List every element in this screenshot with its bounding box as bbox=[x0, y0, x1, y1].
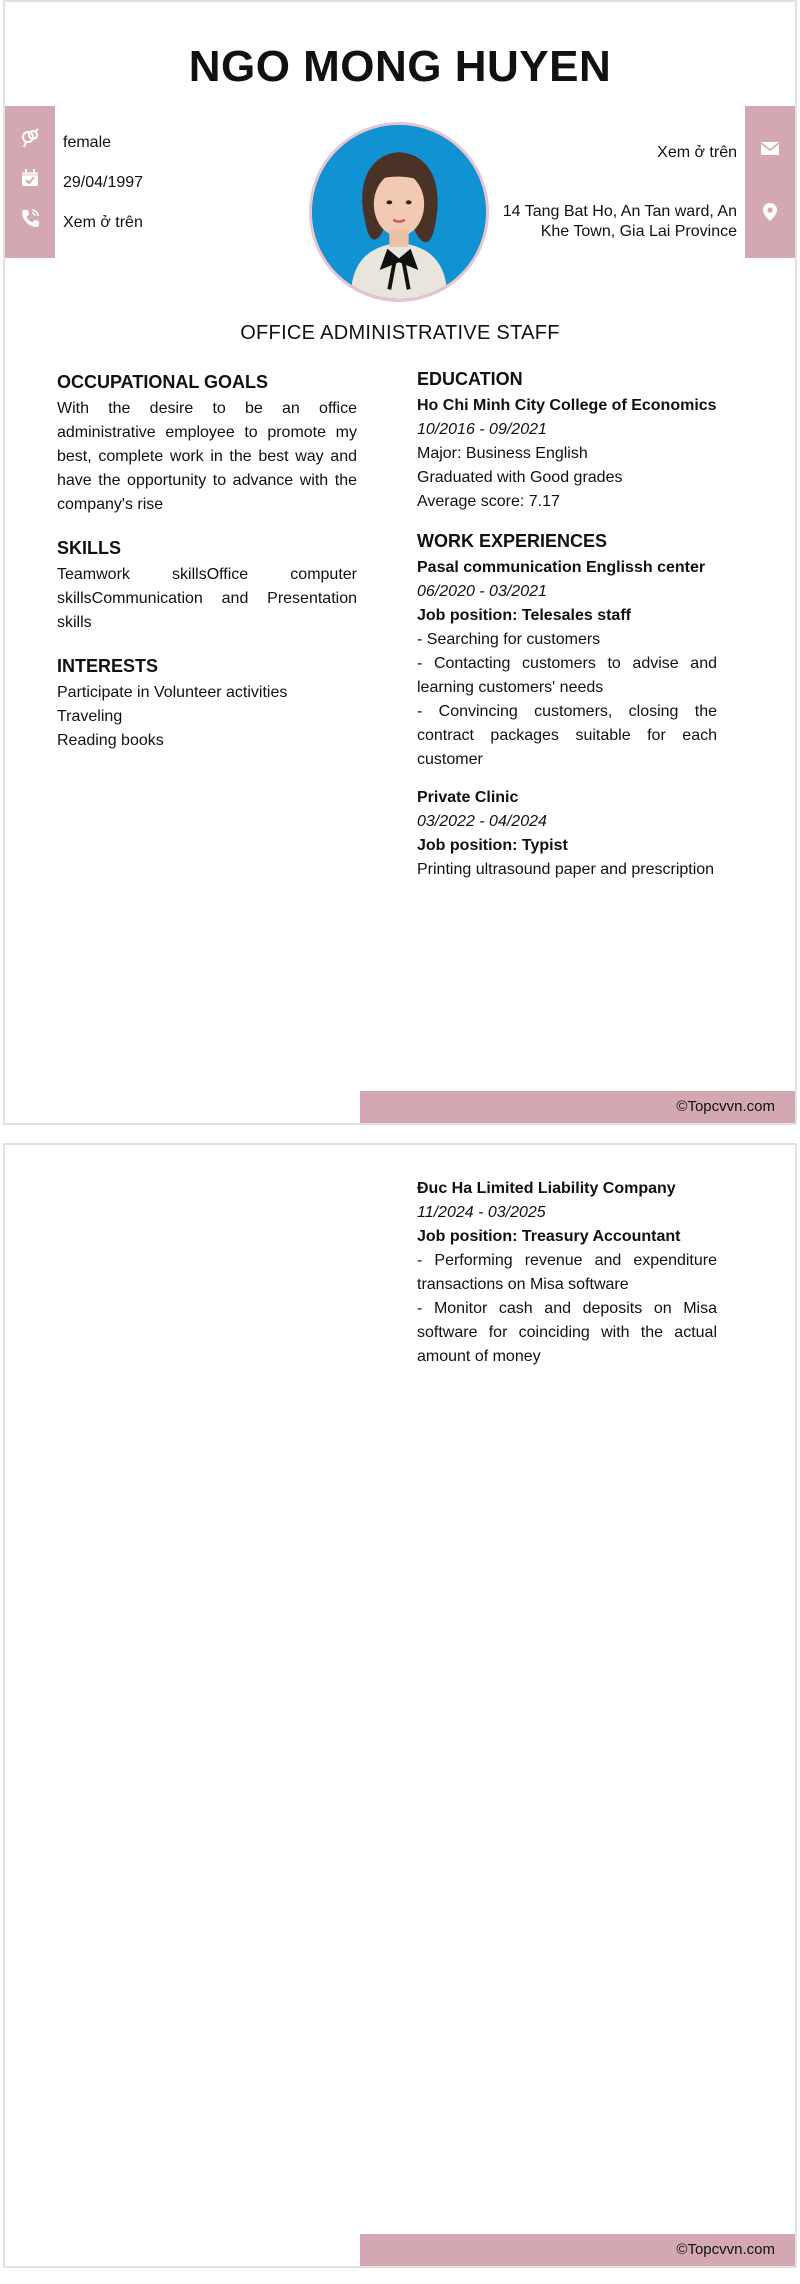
work-position: Job position: Treasury Accountant bbox=[417, 1228, 681, 1245]
education-grade: Graduated with Good grades bbox=[417, 469, 623, 486]
education-school: Ho Chi Minh City College of Economics bbox=[417, 397, 717, 414]
work-entry bbox=[417, 556, 717, 772]
work-duty: - Convincing customers, closing the contract packages suitable for each customer bbox=[417, 703, 717, 768]
left-info-bar bbox=[5, 106, 55, 258]
interest-item: Traveling bbox=[57, 708, 123, 725]
right-info-bar bbox=[745, 106, 795, 258]
work-position: Job position: Typist bbox=[417, 837, 568, 854]
interests-section bbox=[57, 653, 357, 753]
work-period: 11/2024 - 03/2025 bbox=[417, 1204, 546, 1221]
address-line-1: 14 Tang Bat Ho, An Tan ward, An bbox=[502, 203, 737, 220]
birthday-text: 29/04/1997 bbox=[63, 174, 144, 191]
interest-item: Participate in Volunteer activities bbox=[57, 684, 288, 701]
footer-bar: ©Topcvvn.com bbox=[360, 1091, 795, 1123]
education-title: EDUCATION bbox=[417, 369, 523, 389]
work-company: Private Clinic bbox=[417, 789, 519, 806]
interest-item: Reading books bbox=[57, 732, 164, 749]
interests-title: INTERESTS bbox=[57, 656, 159, 676]
education-section bbox=[417, 366, 717, 514]
work-position: Job position: Telesales staff bbox=[417, 607, 631, 624]
goals-title: OCCUPATIONAL GOALS bbox=[57, 372, 268, 392]
left-column bbox=[57, 369, 357, 771]
work-duty: Printing ultrasound paper and prescription bbox=[417, 861, 715, 878]
goals-text: With the desire to be an office administrative employee to promote my best, complete work in the best way and have the opportunity to advance with the company's rise bbox=[57, 400, 357, 513]
skills-section bbox=[57, 535, 357, 635]
work-duty: - Searching for customers bbox=[417, 631, 601, 648]
candidate-name: NGO MONG HUYEN bbox=[188, 42, 612, 91]
phone-icon bbox=[20, 208, 40, 228]
job-title: OFFICE ADMINISTRATIVE STAFF bbox=[240, 322, 560, 344]
profile-photo bbox=[309, 122, 489, 302]
education-period: 10/2016 - 09/2021 bbox=[417, 421, 547, 438]
calendar-icon bbox=[20, 168, 40, 188]
address-text bbox=[477, 202, 737, 242]
gender-icon bbox=[20, 128, 40, 148]
right-column-continued bbox=[417, 1177, 717, 1383]
work-period: 03/2022 - 04/2024 bbox=[417, 813, 547, 830]
goals-section bbox=[57, 369, 357, 517]
skills-text: Teamwork skillsOffice computer skillsCommunication and Presentation skills bbox=[57, 566, 357, 631]
footer-bar: ©Topcvvn.com bbox=[360, 2234, 795, 2266]
work-duty: - Monitor cash and deposits on Misa software for coinciding with the actual amount of money bbox=[417, 1300, 717, 1365]
gender-text: female bbox=[63, 134, 112, 151]
right-column bbox=[417, 366, 717, 900]
cv-page-2 bbox=[3, 1143, 797, 2268]
mail-icon bbox=[760, 138, 780, 158]
work-entry bbox=[417, 786, 717, 882]
location-pin-icon bbox=[760, 202, 780, 222]
work-section bbox=[417, 528, 717, 882]
work-title: WORK EXPERIENCES bbox=[417, 531, 608, 551]
cv-page-1 bbox=[3, 0, 797, 1125]
work-duty: - Performing revenue and expenditure transactions on Misa software bbox=[417, 1252, 717, 1293]
work-period: 06/2020 - 03/2021 bbox=[417, 583, 547, 600]
work-company: Đuc Ha Limited Liability Company bbox=[417, 1180, 676, 1197]
education-major: Major: Business English bbox=[417, 445, 588, 462]
phone-text: Xem ở trên bbox=[63, 214, 143, 231]
email-text: Xem ở trên bbox=[657, 144, 737, 161]
skills-title: SKILLS bbox=[57, 538, 122, 558]
work-entry bbox=[417, 1177, 717, 1369]
address-line-2: Khe Town, Gia Lai Province bbox=[540, 223, 737, 240]
work-duty: - Contacting customers to advise and learning customers' needs bbox=[417, 655, 717, 696]
work-company: Pasal communication Englissh center bbox=[417, 559, 706, 576]
education-score: Average score: 7.17 bbox=[417, 493, 560, 510]
